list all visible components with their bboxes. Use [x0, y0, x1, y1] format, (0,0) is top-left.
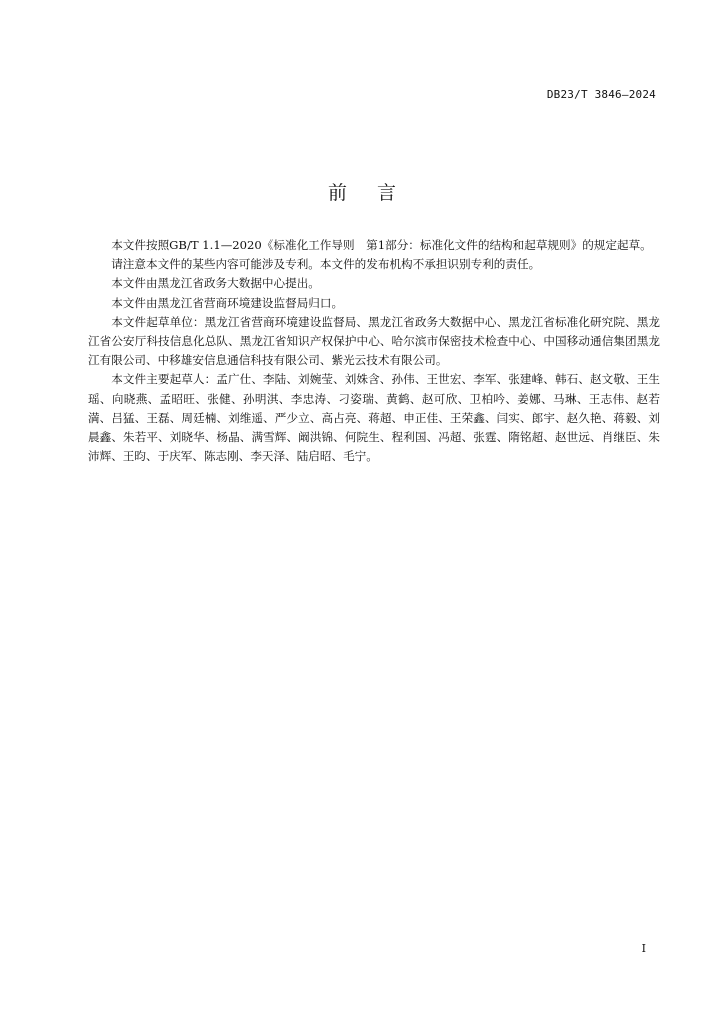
paragraph-patent-notice: 请注意本文件的某些内容可能涉及专利。本文件的发布机构不承担识别专利的责任。 — [111, 257, 541, 272]
paragraph-drafting-units: 本文件起草单位：黑龙江省营商环境建设监督局、黑龙江省政务大数据中心、黑龙江省标准化研究院、黑龙江省公安厅科技信息化总队、黑龙江省知识产权保护中心、哈尔滨市保密技术检查中心、中国移动通信集团黑龙江有限公司、中移雄安信息通信科技有限公司、紫光云技术有限公司。 — [88, 314, 660, 368]
paragraph-administrator: 本文件由黑龙江省营商环境建设监督局归口。 — [111, 295, 344, 310]
page-title: 前言 — [327, 182, 426, 204]
paragraph-drafting-rules: 本文件按照GB/T 1.1—2020《标准化工作导则 第1部分：标准化文件的结构和起草规则》的规定起草。 — [111, 238, 652, 252]
page-number: I — [641, 942, 646, 955]
paragraph-proposer: 本文件由黑龙江省政务大数据中心提出。 — [111, 276, 320, 291]
document-code: DB23/T 3846—2024 — [546, 88, 656, 101]
paragraph-main-drafters: 本文件主要起草人：孟广仕、李陆、刘婉莹、刘姝含、孙伟、王世宏、李军、张建峰、韩石、赵文敬、王生瑶、向晓燕、孟昭旺、张健、孙明淇、李忠涛、刁姿瑞、黄鹤、赵可欣、卫柏吟、姜娜、马琳、王志伟、赵若満、吕猛、王磊、周廷楠、刘维遥、严少立、高占亮、蒋超、申正佳、王荣鑫、闫实、郎宇、赵久艳、蒋毅、刘晨鑫、朱若平、刘晓华、杨晶、满雪辉、阚洪锦、何院生、程利国、冯超、张霆、隋铭超、赵世远、肖继臣、朱沛辉、王昀、于庆军、陈志刚、李天泽、陆启昭、毛宁。 — [88, 372, 660, 464]
foreword-body — [88, 236, 660, 466]
